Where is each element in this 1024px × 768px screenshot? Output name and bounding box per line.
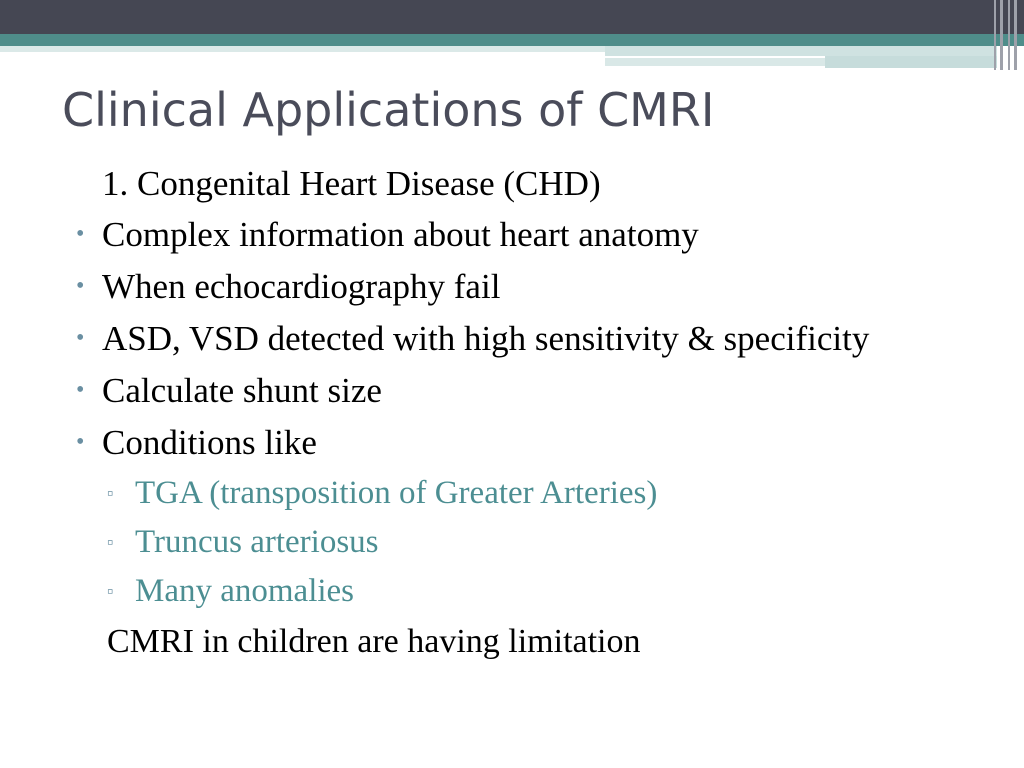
bullet-item bbox=[76, 315, 976, 362]
bullet-item bbox=[76, 419, 976, 466]
bullet-text: Conditions like bbox=[102, 423, 317, 462]
header-teal-bar bbox=[0, 34, 1024, 46]
bullet-text: Calculate shunt size bbox=[102, 371, 382, 410]
bullet-item bbox=[76, 367, 976, 414]
bullet-dot-icon: • bbox=[76, 325, 85, 351]
slide-title: Clinical Applications of CMRI bbox=[62, 83, 715, 137]
header-dark-bar bbox=[0, 0, 1024, 34]
bullet-text: When echocardiography fail bbox=[102, 267, 501, 306]
bullet-dot-icon: • bbox=[76, 377, 85, 403]
square-bullet-icon: ▫ bbox=[107, 581, 114, 601]
sub-bullet-item bbox=[76, 471, 976, 516]
square-bullet-icon: ▫ bbox=[107, 483, 114, 503]
sub-bullet-item bbox=[76, 569, 976, 614]
header-light-bar bbox=[605, 58, 825, 66]
footer-note: CMRI in children are having limitation bbox=[107, 623, 641, 660]
bullet-list bbox=[76, 211, 976, 466]
bullet-dot-icon: • bbox=[76, 221, 85, 247]
square-bullet-icon: ▫ bbox=[107, 532, 114, 552]
header-vertical-line bbox=[1014, 0, 1017, 70]
header-vertical-line bbox=[1008, 0, 1010, 70]
sub-bullet-text: Many anomalies bbox=[135, 573, 355, 609]
header-light-bar bbox=[0, 46, 605, 52]
bullet-dot-icon: • bbox=[76, 273, 85, 299]
header-vertical-line bbox=[994, 0, 996, 70]
sub-bullet-text: Truncus arteriosus bbox=[135, 524, 379, 560]
bullet-item bbox=[76, 211, 976, 258]
intro-line: 1. Congenital Heart Disease (CHD) bbox=[102, 164, 601, 203]
header-light-bar bbox=[825, 56, 997, 68]
sub-bullet-item bbox=[76, 520, 976, 565]
header-vertical-line bbox=[1000, 0, 1003, 70]
bullet-item bbox=[76, 263, 976, 310]
bullet-text: Complex information about heart anatomy bbox=[102, 215, 699, 254]
slide-body bbox=[76, 160, 976, 666]
sub-bullet-list bbox=[76, 471, 976, 614]
bullet-dot-icon: • bbox=[76, 429, 85, 455]
header-light-bar bbox=[605, 46, 997, 56]
bullet-text: ASD, VSD detected with high sensitivity & specificity bbox=[102, 319, 870, 358]
sub-bullet-text: TGA (transposition of Greater Arteries) bbox=[135, 475, 658, 511]
